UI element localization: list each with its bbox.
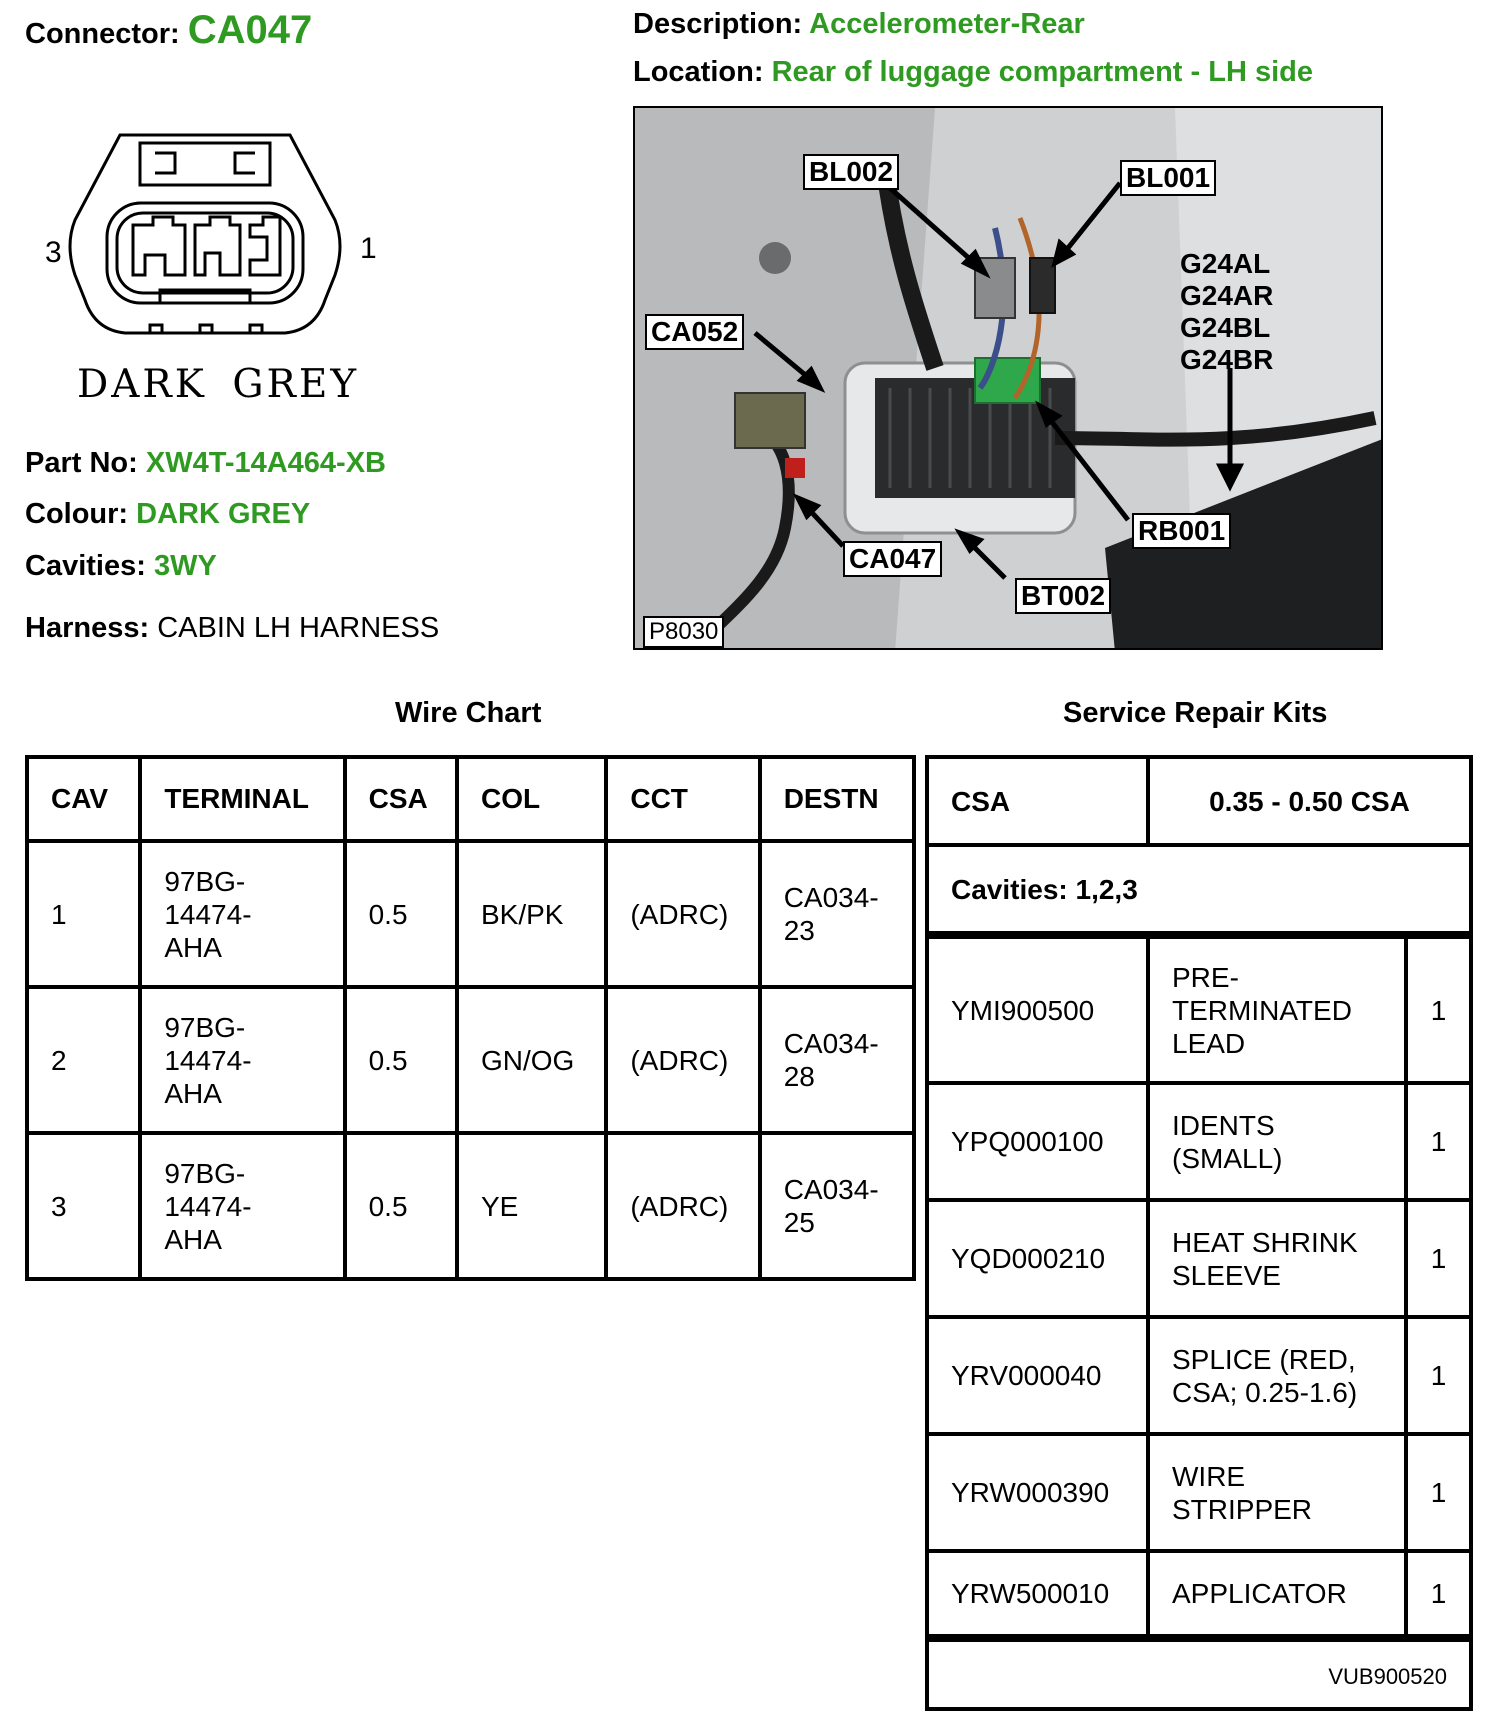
terminal-line: AHA (164, 1077, 222, 1109)
kit-desc-line: APPLICATOR (1172, 1578, 1347, 1609)
kit-row (929, 1202, 1469, 1319)
terminal-line: 14474- (164, 1044, 252, 1076)
terminal-line: AHA (164, 1223, 222, 1255)
kit-desc-line: (SMALL) (1172, 1142, 1283, 1174)
kit-row (929, 1085, 1469, 1202)
csa-cell: 0.5 (345, 987, 457, 1133)
repair-kits-title: Service Repair Kits (1063, 697, 1328, 729)
cavities-line (25, 550, 217, 583)
callout-g24br: G24BR (1180, 344, 1274, 375)
kit-qty: 1 (1430, 1126, 1447, 1157)
cav-cell: 1 (27, 841, 140, 987)
terminal-line: 97BG- (164, 865, 246, 897)
callout-ca047: CA047 (843, 541, 942, 577)
callout-g24-group (1180, 248, 1273, 376)
kit-qty: 1 (1430, 1360, 1447, 1391)
terminal-line: 97BG- (164, 1011, 246, 1043)
kit-qty: 1 (1430, 1578, 1447, 1609)
kit-qty: 1 (1430, 1477, 1447, 1508)
terminal-line: AHA (164, 931, 222, 963)
kits-cavities-row (929, 847, 1469, 935)
csa-cell: 0.5 (345, 1133, 457, 1279)
location-label: Location: (633, 56, 764, 88)
col-cell: BK/PK (457, 841, 606, 987)
header-destn: DESTN (760, 757, 914, 841)
destn-line: 25 (783, 1207, 815, 1238)
location-value: Rear of luggage compartment - LH side (771, 56, 1313, 88)
repair-kits-table (925, 755, 1473, 1711)
connector-heading (25, 8, 312, 53)
part-no-line (25, 447, 386, 480)
destn-cell (760, 1133, 914, 1279)
cct-cell: (ADRC) (606, 1133, 759, 1279)
kit-part: YMI900500 (929, 939, 1150, 1081)
part-no-value: XW4T-14A464-XB (145, 447, 387, 479)
kit-row (929, 1436, 1469, 1553)
kit-qty: 1 (1430, 1243, 1447, 1274)
callout-bl001: BL001 (1120, 160, 1216, 196)
part-no-label: Part No: (25, 447, 138, 479)
callout-bt002: BT002 (1015, 578, 1111, 614)
colour-value: DARK GREY (136, 498, 311, 530)
kits-header-range: 0.35 - 0.50 CSA (1209, 785, 1410, 817)
callout-rb001: RB001 (1132, 513, 1231, 549)
connector-label: Connector: (25, 18, 180, 50)
kit-desc (1150, 939, 1408, 1081)
kit-desc-line: TERMINATED (1172, 994, 1352, 1026)
kit-desc-line: STRIPPER (1172, 1493, 1313, 1525)
header-col: COL (457, 757, 606, 841)
terminal-line: 14474- (164, 1190, 252, 1222)
callout-g24bl: G24BL (1180, 312, 1271, 343)
pin-label-3: 3 (45, 236, 62, 269)
location-photo (633, 106, 1383, 650)
kit-desc (1150, 1553, 1408, 1634)
col-cell: GN/OG (457, 987, 606, 1133)
callout-ca052: CA052 (645, 314, 744, 350)
callout-g24ar: G24AR (1180, 280, 1274, 311)
location-photo-drawing (635, 108, 1383, 650)
kit-part: YRV000040 (929, 1319, 1150, 1432)
terminal-cell (140, 1133, 344, 1279)
header-cct: CCT (606, 757, 759, 841)
kit-part: YQD000210 (929, 1202, 1150, 1315)
cav-cell: 3 (27, 1133, 140, 1279)
kits-header-csa: CSA (929, 759, 1150, 843)
photo-ref: P8030 (643, 616, 724, 648)
kit-row (929, 1319, 1469, 1436)
kit-part: YRW000390 (929, 1436, 1150, 1549)
kit-desc (1150, 1202, 1408, 1315)
kits-cavities: Cavities: 1,2,3 (951, 873, 1138, 905)
connector-face-diagram (45, 125, 365, 345)
table-row (27, 987, 914, 1133)
wire-chart-table (25, 755, 916, 1281)
cct-cell: (ADRC) (606, 841, 759, 987)
kit-row (929, 935, 1469, 1085)
kit-desc-line: LEAD (1172, 1027, 1246, 1059)
connector-face-drawing (45, 125, 365, 345)
terminal-line: 14474- (164, 898, 252, 930)
connector-value: CA047 (187, 8, 313, 52)
colour-line (25, 498, 310, 531)
kit-part: YPQ000100 (929, 1085, 1150, 1198)
pin-label-1: 1 (360, 232, 377, 265)
cavities-value: 3WY (153, 550, 217, 582)
destn-line: CA034- (783, 1028, 879, 1059)
kit-ref-row (929, 1638, 1469, 1707)
kit-desc-line: IDENTS (1172, 1109, 1275, 1141)
table-row (27, 1133, 914, 1279)
terminal-cell (140, 987, 344, 1133)
header-terminal: TERMINAL (140, 757, 344, 841)
col-cell: YE (457, 1133, 606, 1279)
destn-cell (760, 841, 914, 987)
cav-cell: 2 (27, 987, 140, 1133)
kit-desc (1150, 1436, 1408, 1549)
kit-desc-line: CSA; 0.25-1.6) (1172, 1376, 1358, 1408)
destn-cell (760, 987, 914, 1133)
kit-desc-line: HEAT SHRINK (1172, 1226, 1358, 1258)
csa-cell: 0.5 (345, 841, 457, 987)
destn-line: 28 (783, 1061, 815, 1092)
kit-row (929, 1553, 1469, 1638)
wire-chart-header-row (27, 757, 914, 841)
kit-desc-line: PRE- (1172, 961, 1239, 993)
description-value: Accelerometer-Rear (809, 8, 1085, 40)
destn-line: CA034- (783, 1174, 879, 1205)
kit-desc-line: SPLICE (RED, (1172, 1343, 1356, 1375)
colour-label: Colour: (25, 498, 129, 530)
description-label: Description: (633, 8, 803, 40)
kit-qty: 1 (1430, 994, 1447, 1026)
cavities-label: Cavities: (25, 550, 146, 582)
location-line (633, 56, 1313, 89)
header-csa: CSA (345, 757, 457, 841)
harness-label: Harness: (25, 612, 150, 644)
wire-chart-title: Wire Chart (395, 697, 542, 729)
kit-ref: VUB900520 (1328, 1664, 1447, 1689)
description-line (633, 8, 1085, 41)
callout-bl002: BL002 (803, 154, 899, 190)
header-cav: CAV (27, 757, 140, 841)
callout-g24al: G24AL (1180, 248, 1271, 279)
terminal-cell (140, 841, 344, 987)
destn-line: 23 (783, 915, 815, 946)
terminal-line: 97BG- (164, 1157, 246, 1189)
kit-part: YRW500010 (929, 1553, 1150, 1634)
cct-cell: (ADRC) (606, 987, 759, 1133)
kit-desc-line: WIRE (1172, 1460, 1246, 1492)
kits-header-row (929, 759, 1469, 847)
harness-value: CABIN LH HARNESS (157, 612, 440, 644)
kit-desc-line: SLEEVE (1172, 1259, 1281, 1291)
colour-caption: DARK GREY (77, 362, 360, 407)
table-row (27, 841, 914, 987)
destn-line: CA034- (783, 882, 879, 913)
kit-desc (1150, 1085, 1408, 1198)
harness-line (25, 612, 439, 645)
kit-desc (1150, 1319, 1408, 1432)
